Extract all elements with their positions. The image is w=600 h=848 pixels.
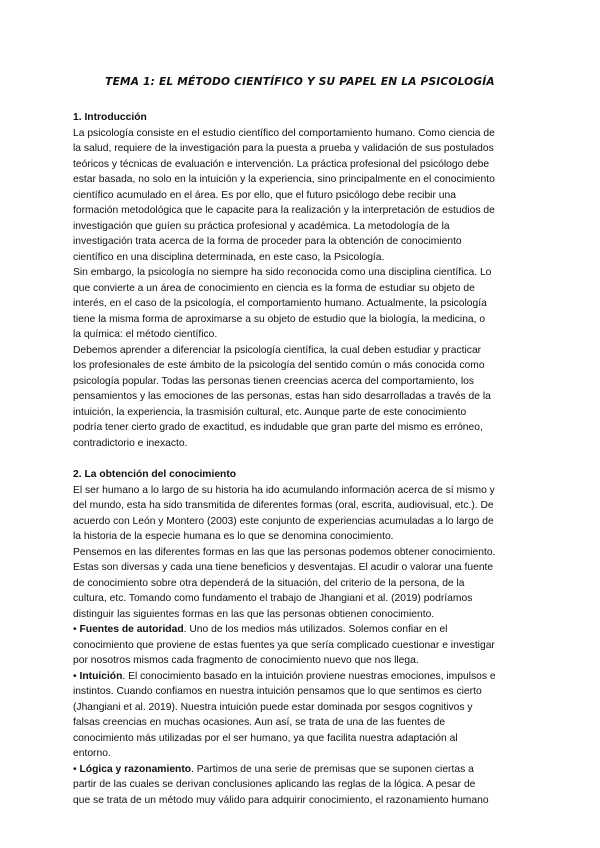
text-line: cultura, etc. Tomando como fundamento el trabajo de Jhangiani et al. (2019) podríamos [73,593,473,604]
text-line: investigación que guíen su práctica profesional y académica. La metodología de la [73,220,450,232]
section-spacer [73,451,535,467]
text-line: El ser humano a lo largo de su historia ha ido acumulando información acerca de sí mismo y [73,484,495,496]
text-line: científico en una disciplina determinada, en este caso, la Psicología. [73,251,385,263]
bullet-label: Fuentes de autoridad [79,624,184,635]
text-line: Pensemos en las diferentes formas en las que las personas podemos obtener conocimiento. [73,546,496,558]
text-line: intuición, la experiencia, la trasmisión cultural, etc. Aunque parte de este conocimiento [73,406,467,418]
section-heading: 1. Introducción [73,112,147,123]
bullet-marker: • [73,624,77,635]
text-line: la historia de la especie humana es lo que se denomina conocimiento. [73,531,394,542]
paragraph [73,483,535,545]
text-line: partir de las cuales se derivan conclusiones aplicando las reglas de la lógica. A pesar de [73,779,476,790]
text-line: Sin embargo, la psicología no siempre ha sido reconocida como una disciplina científica. Lo [73,267,492,278]
text-line: formación metodológica que le capacite para la realización y la interpretación de estudios de [73,205,495,216]
bullet-label: Intuición [79,670,123,682]
text-line: por nosotros mismos cada fragmento de conocimiento nuevo que nos llega. [73,655,419,666]
text-line: la química: el método científico. [73,329,218,340]
text-line: podría tener cierto grado de exactitud, es indudable que gran parte del mismo es erróneo, [73,422,483,433]
bullet-marker: • [73,763,77,775]
bullet-label: Lógica y razonamiento [79,763,192,775]
text-line: la salud, requiere de la investigación para la puesta a prueba y validación de sus postulados [73,143,494,154]
bullet-text: . Partimos de una serie de premisas que se suponen ciertas a [191,763,474,775]
text-line: del mundo, esta ha sido transmitida de diferentes formas (oral, escrita, audiovisual, etc.). De [73,500,494,511]
bullet-text: . Uno de los medios más utilizados. Solemos confiar en el [183,624,448,635]
text-line: que se trata de un método muy válido para adquirir conocimiento, el razonamiento humano [73,794,489,806]
text-line: interés, en el caso de la psicología, el comportamiento humano. Actualmente, la psicología [73,298,487,309]
text-line: de conocimiento sobre otra dependerá de la situación, del criterio de la persona, de la [73,577,465,589]
bullet-item [73,669,535,762]
text-line: Debemos aprender a diferenciar la psicología científica, la cual deben estudiar y practicar [73,344,482,356]
text-line: Estas son diversas y cada una tiene beneficios y desventajas. El acudir o valorar una fuente [73,562,494,573]
paragraph [73,343,535,452]
text-line: los profesionales de este ámbito de la psicología del sentido común o más conocida como [73,360,485,371]
text-line: La psicología consiste en el estudio científico del comportamiento humano. Como ciencia de [73,127,495,139]
text-line: psicología popular. Todas las personas tienen creencias acerca del comportamiento, los [73,375,475,387]
text-line: acuerdo con León y Montero (2003) este conjunto de experiencias acumuladas a lo largo de [73,515,494,527]
text-line: instintos. Cuando confiamos en nuestra intuición pensamos que lo que sentimos es cierto [73,686,482,697]
text-line: teóricos y técnicas de evaluación e intervención. La práctica profesional del psicólogo debe [73,158,490,170]
document-title: TEMA 1: EL MÉTODO CIENTÍFICO Y SU PAPEL EN LA PSICOLOGÍA [105,76,495,88]
bullet-text: . El conocimiento basado en la intuición proviene nuestras emociones, impulsos e [122,670,496,682]
text-line [73,762,535,778]
paragraph [73,126,535,266]
text-line: que convierte a un área de conocimiento en ciencia es la forma de estudiar su objeto de [73,282,475,294]
paragraph [73,545,535,623]
text-line: tiene la misma forma de aproximarse a su objeto de estudio que la biología, la medicina, o [73,313,486,325]
text-line [73,622,535,638]
section-heading: 2. La obtención del conocimiento [73,469,237,480]
text-line: estar basada, no solo en la intuición y la experiencia, sino principalmente en el conocimiento [73,174,495,185]
document-body [73,110,535,808]
bullet-item [73,622,535,669]
text-line: distinguir las siguientes formas en las que las personas obtienen conocimiento. [73,608,435,620]
paragraph [73,265,535,343]
text-line: contradictorio e inexacto. [73,437,188,449]
text-line: pensamientos y las emociones de las personas, estas han sido desarrolladas a través de la [73,391,491,402]
bullet-marker: • [73,670,77,682]
text-line: entorno. [73,748,111,759]
text-line: investigación trata acerca de la forma de proceder para la obtención de conocimiento [73,236,462,247]
text-line: conocimiento más utilizadas por el ser humano, ya que facilita nuestra adaptación al [73,732,458,744]
text-line [73,669,535,685]
text-line: falsas creencias en muchas ocasiones. Aun así, se trata de una de las fuentes de [73,717,446,728]
text-line: conocimiento que proviene de estas fuentes ya que sería complicado cuestionar e investigar [73,639,495,651]
bullet-item [73,762,535,809]
text-line: científico acumulado en el área. Es por ello, que el futuro psicólogo debe recibir una [73,189,456,201]
text-line: (Jhangiani et al. 2019). Nuestra intuición puede estar dominada por sesgos cognitivos y [73,701,473,713]
